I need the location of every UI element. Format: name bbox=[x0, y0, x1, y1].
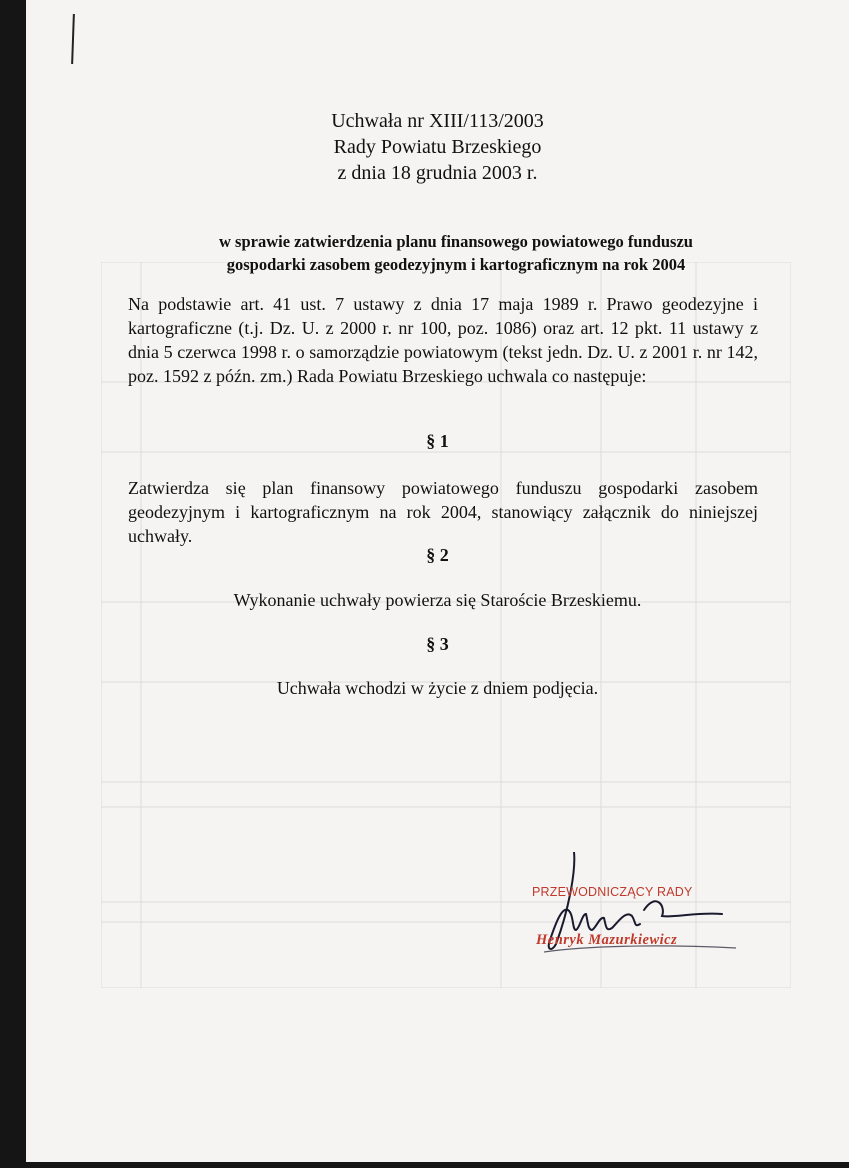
resolution-number: Uchwała nr XIII/113/2003 bbox=[331, 110, 544, 132]
issuing-council: Rady Powiatu Brzeskiego bbox=[333, 136, 542, 158]
resolution-subject bbox=[136, 230, 776, 276]
section-3-mark: § 3 bbox=[426, 634, 449, 654]
resolution-date: z dnia 18 grudnia 2003 r. bbox=[337, 162, 538, 184]
subject-line-1: w sprawie zatwierdzenia planu finansowego powiatowego funduszu bbox=[219, 232, 693, 251]
stamp-title: PRZEWODNICZĄCY RADY bbox=[532, 885, 693, 899]
section-1-mark: § 1 bbox=[426, 431, 449, 451]
signature-stamp bbox=[516, 852, 756, 962]
document-page bbox=[26, 0, 849, 1162]
section-2-mark: § 2 bbox=[426, 545, 449, 565]
stamp-name: Henryk Mazurkiewicz bbox=[536, 932, 678, 948]
section-3-text: Uchwała wchodzi w życie z dniem podjęcia. bbox=[276, 678, 599, 698]
preamble-paragraph: Na podstawie art. 41 ust. 7 ustawy z dnia 17 maja 1989 r. Prawo geodezyjne i kartograficzne (t.j. Dz. U. z 2000 r. nr 100, poz. 1086) oraz art. 12 pkt. 11 ustawy z dnia 5 czerwca 1998 r. o samorządzie powiatowym (tekst jedn. Dz. U. z 2001 r. nr 142, poz. 1592 z późn. zm.) Rada Powiatu Brzeskiego uchwala co następuje: bbox=[128, 294, 758, 386]
section-1-text: Zatwierdza się plan finansowy powiatowego funduszu gospodarki zasobem geodezyjnym i kartograficznym na rok 2004, stanowiący załącznik do niniejszej uchwały. bbox=[128, 478, 758, 546]
subject-line-2: gospodarki zasobem geodezyjnym i kartograficznym na rok 2004 bbox=[226, 255, 686, 274]
section-2-text: Wykonanie uchwały powierza się Staroście Brzeskiemu. bbox=[233, 590, 642, 610]
pen-mark bbox=[71, 14, 75, 64]
resolution-header bbox=[26, 108, 849, 186]
